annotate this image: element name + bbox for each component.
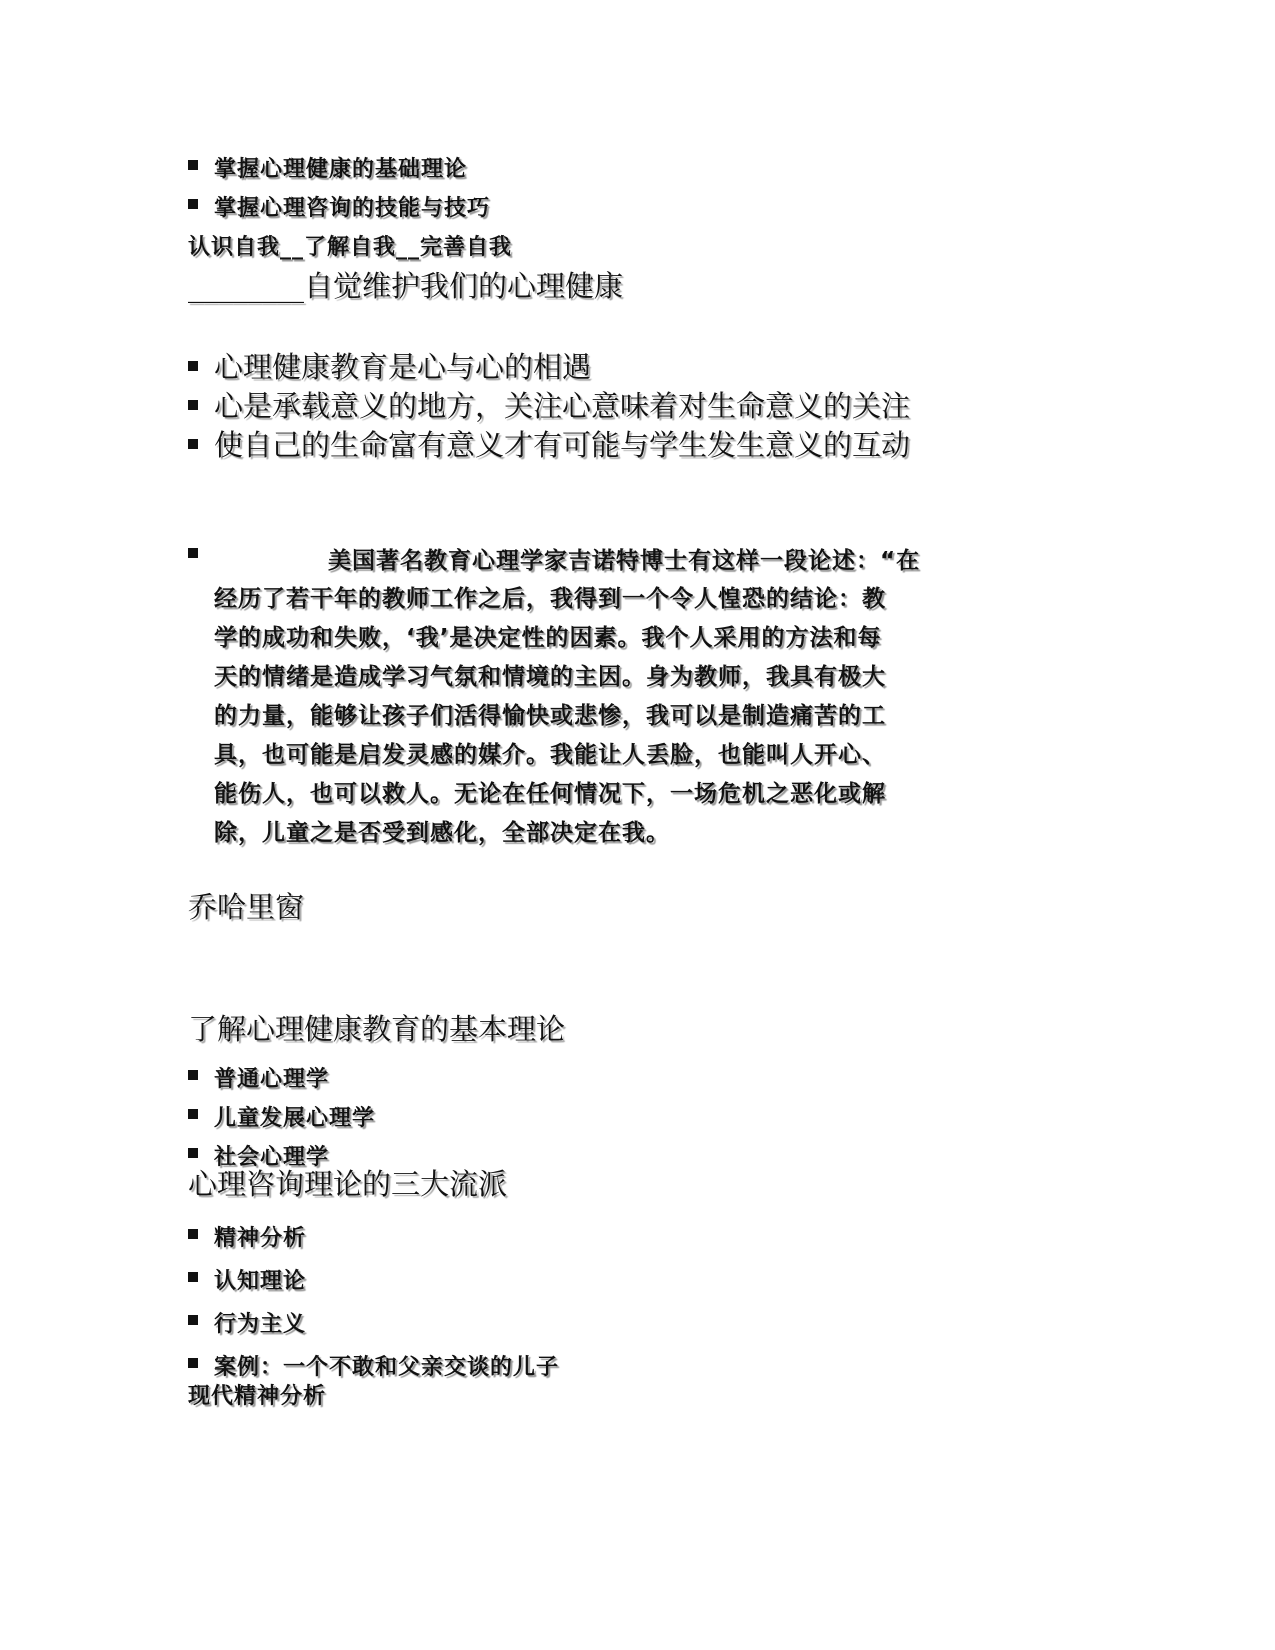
signature-text: 乔哈里窗 — [188, 890, 305, 924]
square-bullet-icon — [188, 160, 198, 170]
square-bullet-icon — [188, 1358, 198, 1368]
text-line: 认识自我__了解自我__完善自我 — [188, 235, 513, 260]
square-bullet-icon — [188, 400, 198, 410]
quote-bullet — [188, 544, 214, 570]
square-bullet-icon — [188, 439, 198, 449]
quote-line: 学的成功和失败，‘我’是决定性的因素。我个人采用的方法和每 — [214, 625, 882, 651]
square-bullet-icon — [188, 199, 198, 209]
square-bullet-icon — [188, 1272, 198, 1282]
bullet-item: 使自己的生命富有意义才有可能与学生发生意义的互动 — [188, 423, 910, 464]
quote-line: 除，儿童之是否受到感化，全部决定在我。 — [214, 820, 670, 846]
square-bullet-icon — [188, 1070, 198, 1080]
square-bullet-icon — [188, 548, 198, 558]
section-heading: 心理咨询理论的三大流派 — [188, 1167, 508, 1201]
bullet-item: 心是承载意义的地方，关注心意味着对生命意义的关注 — [188, 384, 910, 425]
section-heading: 了解心理健康教育的基本理论 — [188, 1012, 566, 1046]
square-bullet-icon — [188, 361, 198, 371]
bullet-item: 普通心理学 — [188, 1062, 329, 1093]
bullet-item: 行为主义 — [188, 1307, 306, 1338]
bullet-item: 掌握心理咨询的技能与技巧 — [188, 191, 490, 222]
quote-line: 具，也可能是启发灵感的媒介。我能让人丢脸，也能叫人开心、 — [214, 742, 886, 768]
quote-line: 经历了若干年的教师工作之后，我得到一个令人惶恐的结论：教 — [214, 586, 886, 612]
quote-line: 天的情绪是造成学习气氛和情境的主因。身为教师，我具有极大 — [214, 664, 886, 690]
bullet-item: 掌握心理健康的基础理论 — [188, 152, 467, 183]
square-bullet-icon — [188, 1229, 198, 1239]
quote-line: 能伤人，也可以救人。无论在任何情况下，一场危机之恶化或解 — [214, 781, 886, 807]
bullet-item: 社会心理学 — [188, 1140, 329, 1171]
bullet-item: 认知理论 — [188, 1264, 306, 1295]
bullet-item: 精神分析 — [188, 1221, 306, 1252]
square-bullet-icon — [188, 1148, 198, 1158]
text-line: 现代精神分析 — [188, 1384, 327, 1409]
section-heading: ________自觉维护我们的心理健康 — [188, 269, 624, 303]
bullet-item: 案例：一个不敢和父亲交谈的儿子 — [188, 1350, 559, 1381]
bullet-item: 儿童发展心理学 — [188, 1101, 375, 1132]
bullet-item: 心理健康教育是心与心的相遇 — [188, 345, 591, 386]
square-bullet-icon — [188, 1315, 198, 1325]
square-bullet-icon — [188, 1109, 198, 1119]
quote-line: 美国著名教育心理学家吉诺特博士有这样一段论述：“在 — [328, 548, 921, 574]
quote-line: 的力量，能够让孩子们活得愉快或悲惨，我可以是制造痛苦的工 — [214, 703, 886, 729]
